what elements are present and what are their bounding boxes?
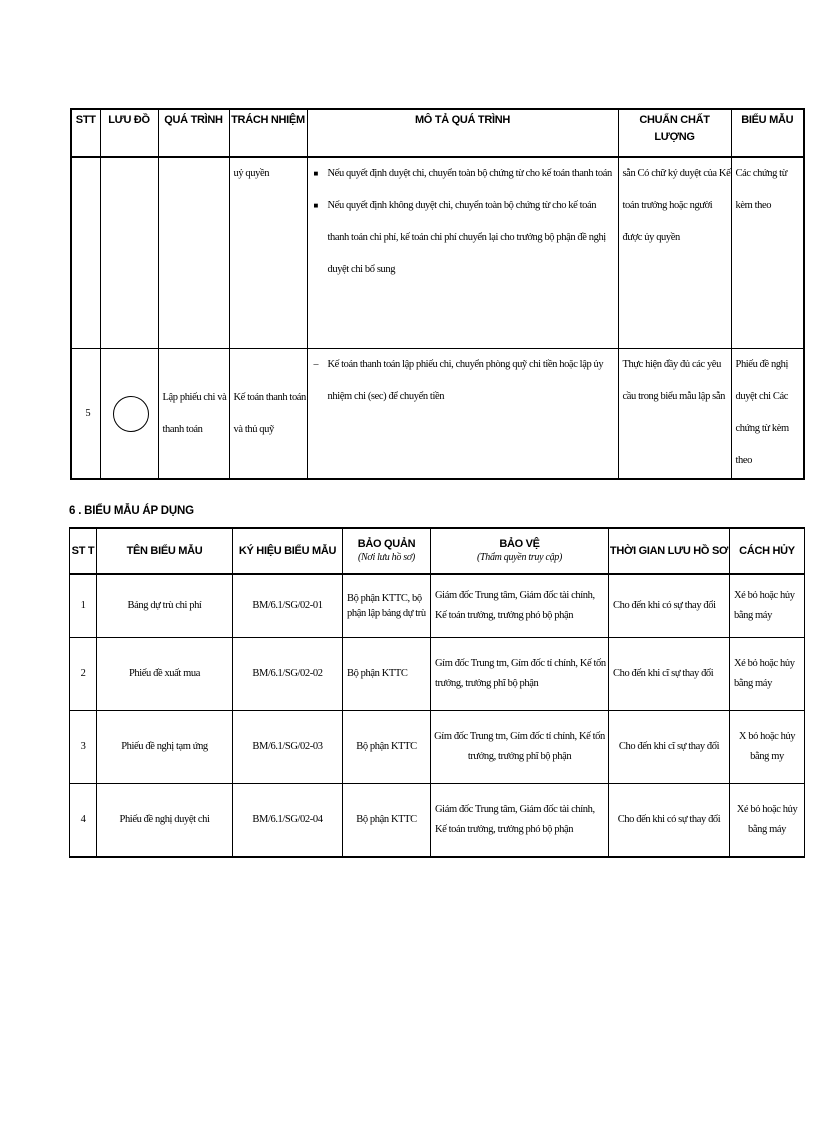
cell-disposal: Xé bỏ hoặc hủy bằng máy	[730, 784, 805, 858]
cell-stt: 5	[71, 349, 100, 480]
table-row	[71, 349, 804, 480]
header-quality: CHUẨN CHẤT LƯỢNG	[618, 109, 731, 157]
header-process: QUÁ TRÌNH	[158, 109, 229, 157]
table-row	[70, 711, 805, 784]
cell-storage: Bộ phận KTTC	[343, 711, 431, 784]
cell-responsible: Kế toán thanh toán và thủ quỹ	[229, 349, 307, 480]
cell-name: Phiếu đề nghị duyệt chi	[97, 784, 233, 858]
dash-item: – Kế toán thanh toán lập phiếu chi, chuyển phòng quỹ chi tiền hoặc lập ủy nhiệm chi (sec) để chuyển tiền	[314, 349, 618, 413]
cell-description	[307, 349, 618, 480]
cell-process	[158, 157, 229, 349]
cell-form: Các chứng từ kèm theo	[731, 157, 804, 349]
header-code: KÝ HIỆU BIỂU MẪU	[233, 528, 343, 574]
cell-code: BM/6.1/SG/02-01	[233, 574, 343, 638]
table-row	[70, 638, 805, 711]
header-protection: BẢO VỆ (Thẩm quyền truy cập)	[431, 528, 609, 574]
header-retention: THỜI GIAN LƯU HỒ SƠ	[609, 528, 730, 574]
header-form: BIỂU MẪU	[731, 109, 804, 157]
cell-protection: Giám đốc Trung tâm, Giám đốc tài chính, Kế toán trưởng, trưởng phó bộ phận	[431, 784, 609, 858]
cell-protection: Gím đốc Trung tm, Gím đốc tỉ chính, Kế tốn trưởng, trưởng phĩ bộ phận	[431, 638, 609, 711]
cell-flow	[100, 349, 158, 480]
header-stt: ST T	[70, 528, 97, 574]
header-responsible: TRÁCH NHIỆM	[229, 109, 307, 157]
table-row	[70, 574, 805, 638]
cell-code: BM/6.1/SG/02-04	[233, 784, 343, 858]
dash-icon: –	[313, 359, 319, 370]
cell-description	[307, 157, 618, 349]
process-table	[70, 108, 805, 480]
bullet-icon: ■	[313, 201, 318, 210]
cell-process: Lập phiếu chi và thanh toán	[158, 349, 229, 480]
cell-quality: sẵn Có chữ ký duyệt của Kế toán trưởng hoặc người được ủy quyền	[618, 157, 731, 349]
header-stt: STT	[71, 109, 100, 157]
cell-retention: Cho đến khi cĩ sự thay đổi	[609, 711, 730, 784]
cell-retention: Cho đến khi có sự thay đổi	[609, 574, 730, 638]
cell-protection: Gím đốc Trung tm, Gím đốc tỉ chính, Kế tốn trưởng, trưởng phĩ bộ phận	[431, 711, 609, 784]
bullet-item: ■ Nếu quyết định duyệt chi, chuyển toàn bộ chứng từ cho kế toán thanh toán	[314, 158, 618, 190]
cell-responsible: uỷ quyền	[229, 157, 307, 349]
cell-storage: Bộ phận KTTC	[343, 638, 431, 711]
cell-protection: Giám đốc Trung tâm, Giám đốc tài chính, Kế toán trưởng, trưởng phó bộ phận	[431, 574, 609, 638]
bullet-icon: ■	[313, 169, 318, 178]
header-flow: LƯU ĐỒ	[100, 109, 158, 157]
cell-retention: Cho đến khi cĩ sự thay đổi	[609, 638, 730, 711]
header-description: MÔ TẢ QUÁ TRÌNH	[307, 109, 618, 157]
table-row	[70, 784, 805, 858]
cell-storage: Bộ phận KTTC, bộ phận lập bảng dự trù	[343, 574, 431, 638]
cell-name: Phiếu đề xuất mua	[97, 638, 233, 711]
cell-disposal: Xé bỏ hoặc hủy bằng máy	[730, 574, 805, 638]
cell-disposal: X bỏ hoặc hủy bằng my	[730, 711, 805, 784]
header-disposal: CÁCH HỦY	[730, 528, 805, 574]
cell-stt: 4	[70, 784, 97, 858]
header-name: TÊN BIỂU MẪU	[97, 528, 233, 574]
cell-name: Bảng dự trù chi phí	[97, 574, 233, 638]
cell-stt: 1	[70, 574, 97, 638]
cell-retention: Cho đến khi có sự thay đổi	[609, 784, 730, 858]
cell-disposal: Xé bỏ hoặc hủy bằng máy	[730, 638, 805, 711]
cell-form: Phiếu đề nghị duyệt chi Các chứng từ kèm theo	[731, 349, 804, 480]
process-step-oval-icon	[113, 396, 149, 432]
section-title: 6 . BIỂU MẪU ÁP DỤNG	[69, 505, 194, 517]
cell-flow	[100, 157, 158, 349]
forms-table	[69, 527, 805, 858]
cell-code: BM/6.1/SG/02-03	[233, 711, 343, 784]
process-header-row	[71, 109, 804, 157]
cell-stt	[71, 157, 100, 349]
cell-quality: Thực hiện đầy đủ các yêu cầu trong biểu mẫu lập sẵn	[618, 349, 731, 480]
header-storage: BẢO QUẢN (Nơi lưu hồ sơ)	[343, 528, 431, 574]
bullet-item: ■ Nếu quyết định không duyệt chi, chuyển toàn bộ chứng từ cho kế toán thanh toán chi phí, kế toán chi phí chuyển lại cho trưởng bộ phận đề nghị duyệt chi bổ sung	[314, 190, 618, 286]
cell-stt: 3	[70, 711, 97, 784]
cell-storage: Bộ phận KTTC	[343, 784, 431, 858]
cell-code: BM/6.1/SG/02-02	[233, 638, 343, 711]
table-row	[71, 157, 804, 349]
forms-header-row	[70, 528, 805, 574]
cell-stt: 2	[70, 638, 97, 711]
cell-name: Phiếu đề nghị tạm ứng	[97, 711, 233, 784]
